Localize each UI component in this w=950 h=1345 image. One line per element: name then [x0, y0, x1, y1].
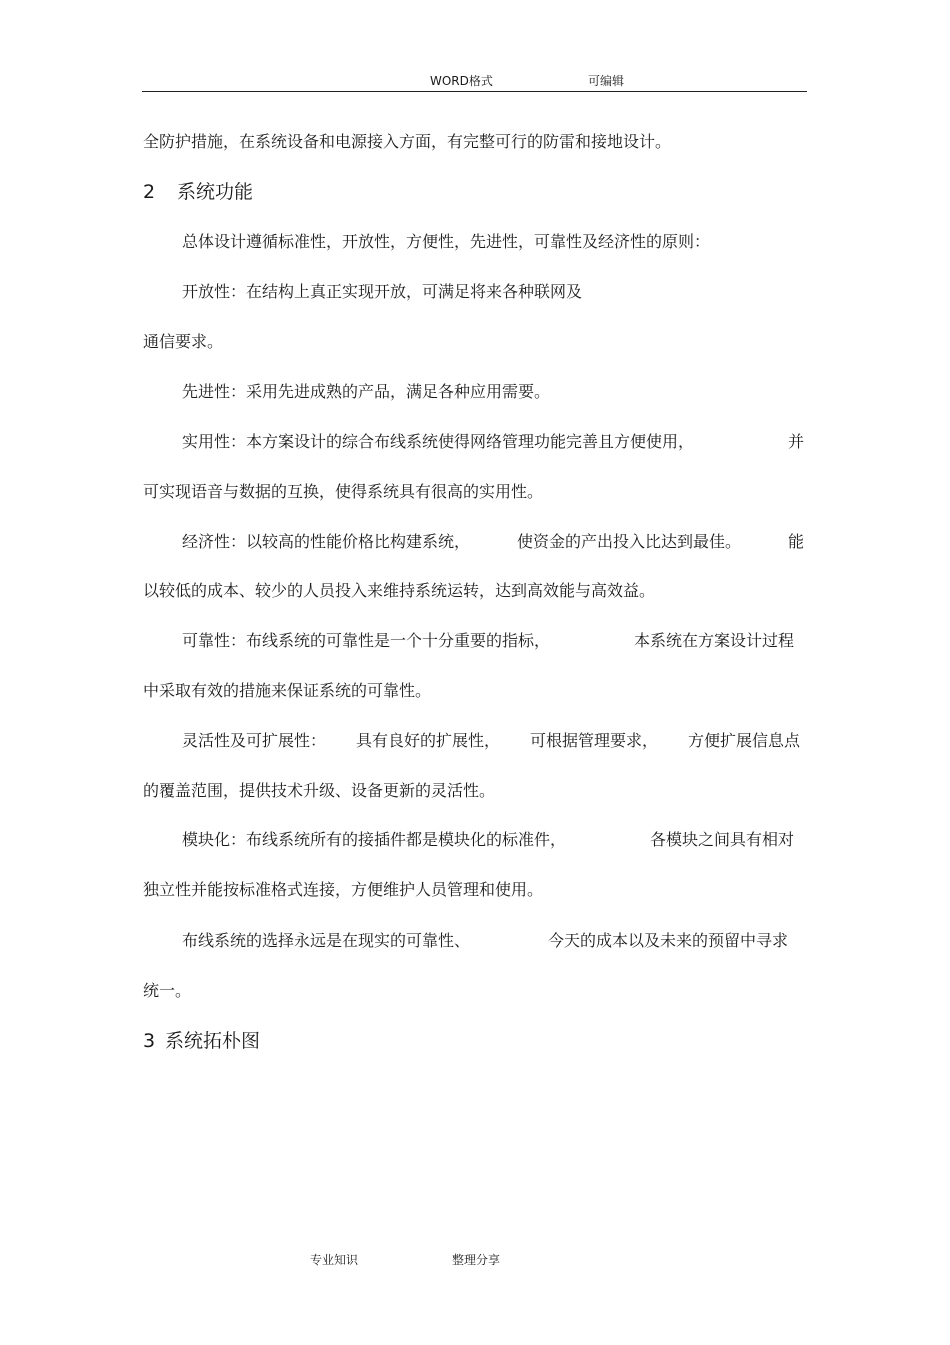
text-segment: 可靠性：布线系统的可靠性是一个十分重要的指标， — [182, 631, 551, 650]
paragraph-text: 独立性并能按标准格式连接，方便维护人员管理和使用。 — [143, 880, 544, 899]
paragraph-line — [182, 830, 794, 850]
header-editable-label: 可编辑 — [588, 74, 625, 88]
paragraph-line — [182, 631, 794, 651]
text-segment: 布线系统的选择永远是在现实的可靠性、 — [182, 931, 471, 950]
paragraph-text: 的覆盖范围，提供技术升级、设备更新的灵活性。 — [143, 781, 496, 800]
footer-share-label: 整理分享 — [452, 1253, 501, 1267]
text-segment: 并 — [787, 432, 804, 451]
text-segment: 灵活性及可扩展性： — [182, 731, 327, 750]
text-segment: 使资金的产出投入比达到最佳。 — [516, 532, 741, 551]
text-segment: 本系统在方案设计过程 — [633, 631, 794, 650]
text-segment: 方便扩展信息点 — [687, 731, 800, 750]
section-heading-2 — [143, 181, 253, 203]
paragraph-text: 可实现语音与数据的互换，使得系统具有很高的实用性。 — [143, 482, 544, 501]
paragraph-text: 总体设计遵循标准性，开放性，方便性，先进性，可靠性及经济性的原则： — [182, 232, 711, 251]
paragraph-text: 通信要求。 — [143, 332, 224, 351]
paragraph-line — [182, 532, 804, 552]
footer-knowledge-label: 专业知识 — [310, 1253, 359, 1267]
text-segment: 具有良好的扩展性， — [355, 731, 500, 750]
text-segment: 实用性：本方案设计的综合布线系统使得网络管理功能完善且方便使用， — [182, 432, 695, 451]
paragraph-text: 先进性：采用先进成熟的产品，满足各种应用需要。 — [182, 382, 551, 401]
paragraph-line — [182, 931, 788, 951]
text-segment: 经济性：以较高的性能价格比构建系统， — [182, 532, 471, 551]
header-format-label: WORD格式 — [430, 74, 493, 88]
text-segment: 可根据管理要求， — [529, 731, 658, 750]
paragraph-text: 中采取有效的措施来保证系统的可靠性。 — [143, 681, 432, 700]
paragraph-line — [182, 731, 800, 751]
section-heading-3 — [143, 1030, 260, 1052]
paragraph-line — [182, 432, 804, 452]
section-number: 2 — [143, 181, 156, 203]
header-rule — [142, 91, 807, 92]
text-segment: 能 — [787, 532, 804, 551]
paragraph-text: 开放性：在结构上真正实现开放，可满足将来各种联网及 — [182, 282, 583, 301]
section-title: 系统拓朴图 — [165, 1030, 261, 1052]
text-segment: 各模块之间具有相对 — [649, 830, 794, 849]
paragraph-text: 全防护措施，在系统设备和电源接入方面，有完整可行的防雷和接地设计。 — [143, 132, 672, 151]
paragraph-text: 以较低的成本、较少的人员投入来维持系统运转，达到高效能与高效益。 — [143, 581, 656, 600]
text-segment: 今天的成本以及未来的预留中寻求 — [547, 931, 788, 950]
section-title: 系统功能 — [177, 181, 254, 203]
paragraph-text: 统一。 — [143, 981, 192, 1000]
section-number: 3 — [143, 1030, 156, 1052]
text-segment: 模块化：布线系统所有的接插件都是模块化的标准件， — [182, 830, 567, 849]
